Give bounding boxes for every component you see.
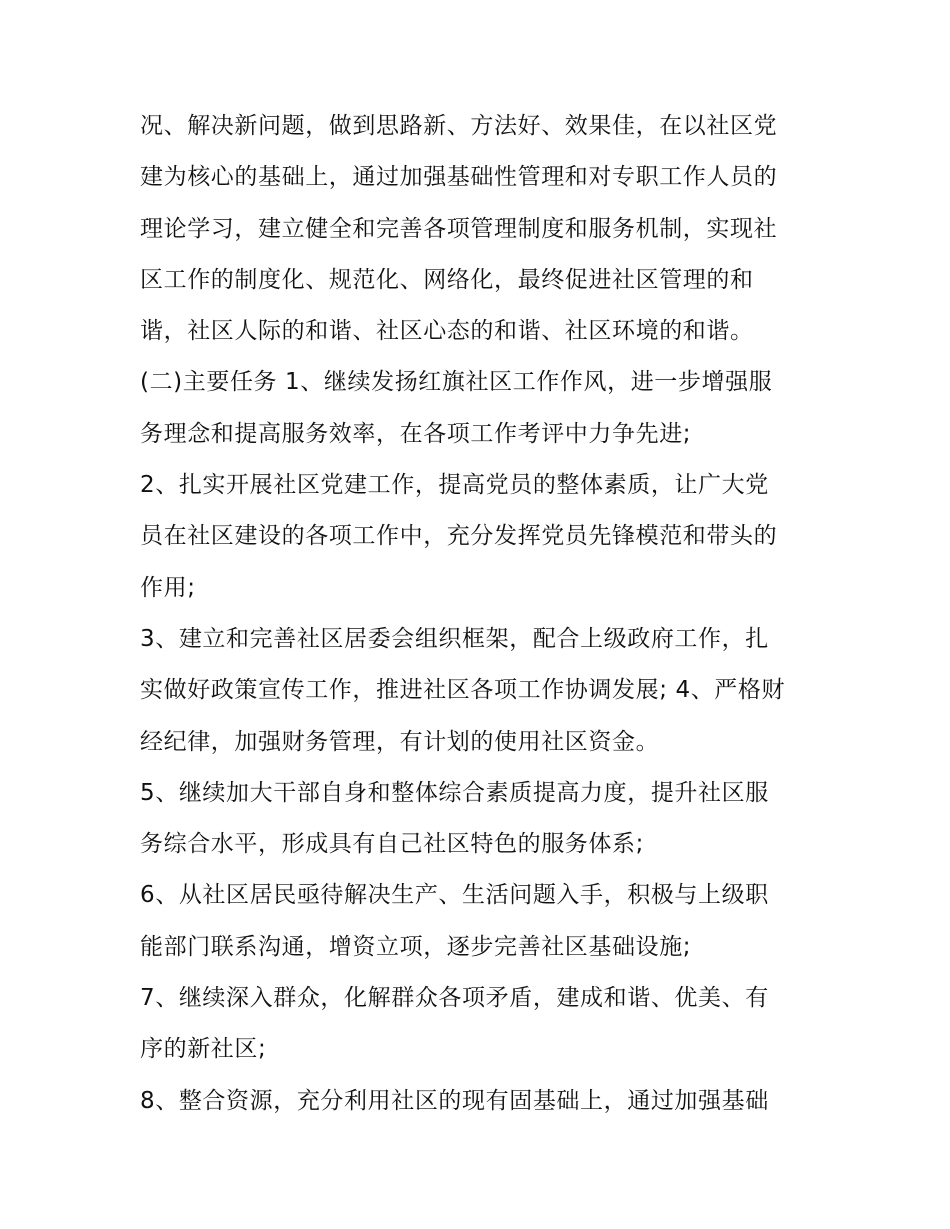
text-line: 6、从社区居民亟待解决生产、生活问题入手，积极与上级职 xyxy=(140,882,769,909)
text-line: (二)主要任务 1、继续发扬红旗社区工作作风，进一步增强服 xyxy=(140,369,773,396)
text-line: 谐，社区人际的和谐、社区心态的和谐、社区环境的和谐。 xyxy=(140,318,754,345)
text-line: 建为核心的基础上，通过加强基础性管理和对专职工作人员的 xyxy=(140,164,778,191)
text-line: 区工作的制度化、规范化、网络化，最终促进社区管理的和 xyxy=(140,266,754,293)
text-line: 实做好政策宣传工作，推进社区各项工作协调发展; 4、严格财 xyxy=(140,677,786,704)
text-line: 序的新社区; xyxy=(140,1036,267,1063)
text-line: 能部门联系沟通，增资立项，逐步完善社区基础设施; xyxy=(140,933,692,960)
document-body xyxy=(140,101,820,1127)
text-line: 理论学习，建立健全和完善各项管理制度和服务机制，实现社 xyxy=(140,215,778,242)
text-line: 作用; xyxy=(140,574,196,601)
text-line: 经纪律，加强财务管理，有计划的使用社区资金。 xyxy=(140,728,660,755)
text-line: 况、解决新问题，做到思路新、方法好、效果佳，在以社区党 xyxy=(140,113,778,139)
text-line: 3、建立和完善社区居委会组织框架，配合上级政府工作，扎 xyxy=(140,625,769,652)
text-line: 务理念和提高服务效率，在各项工作考评中力争先进; xyxy=(140,420,692,447)
text-line: 7、继续深入群众，化解群众各项矛盾，建成和谐、优美、有 xyxy=(140,985,769,1012)
text-line: 2、扎实开展社区党建工作，提高党员的整体素质，让广大党 xyxy=(140,472,769,499)
text-line: 8、整合资源，充分利用社区的现有固基础上，通过加强基础 xyxy=(140,1087,769,1114)
text-line: 5、继续加大干部自身和整体综合素质提高力度，提升社区服 xyxy=(140,779,769,806)
text-line: 员在社区建设的各项工作中，充分发挥党员先锋模范和带头的 xyxy=(140,523,778,550)
text-line: 务综合水平，形成具有自己社区特色的服务体系; xyxy=(140,831,644,858)
